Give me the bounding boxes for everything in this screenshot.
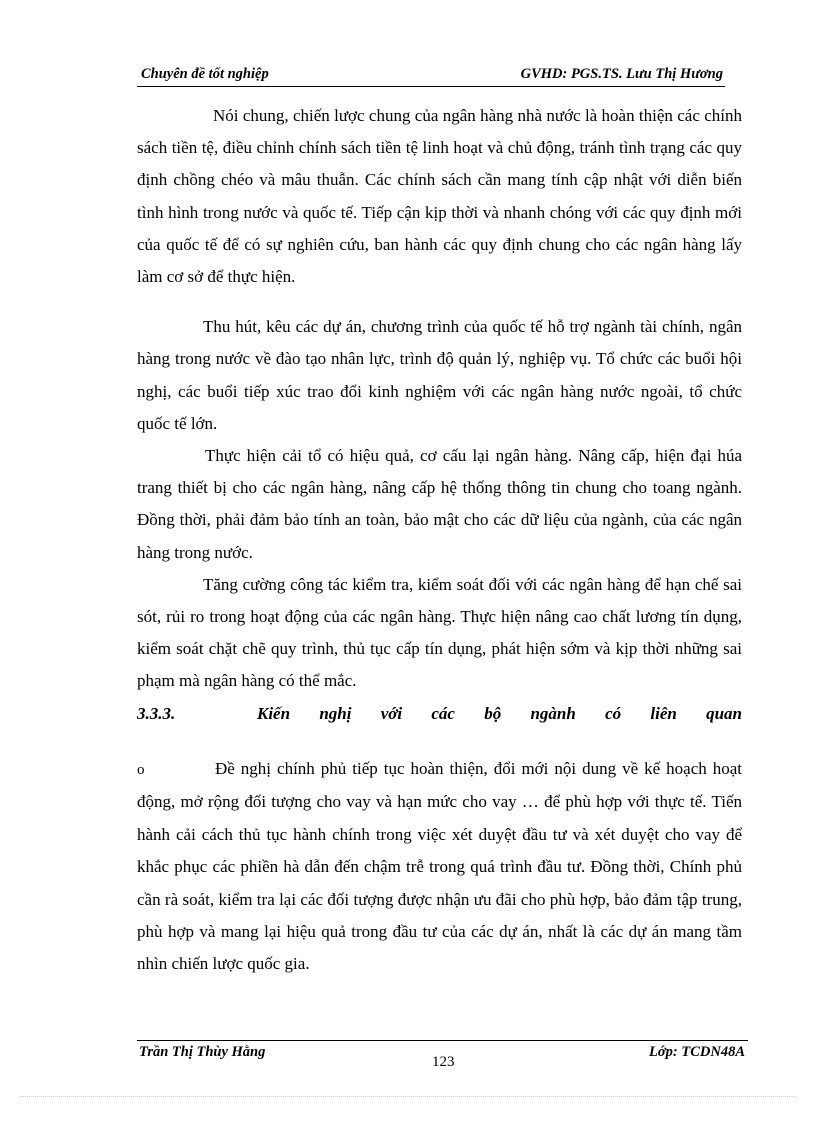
footer-author: Trần Thị Thùy Hằng bbox=[139, 1044, 266, 1060]
body-text bbox=[137, 100, 742, 698]
section-title-word: liên bbox=[650, 704, 677, 723]
bullet-marker: o bbox=[137, 762, 145, 778]
page-footer bbox=[137, 1044, 745, 1070]
page-border bbox=[20, 1096, 796, 1097]
section-title-word: quan bbox=[706, 704, 742, 723]
section-title-word: bộ bbox=[484, 704, 502, 723]
section-title-word: các bbox=[431, 704, 455, 723]
footer-class: Lớp: TCDN48A bbox=[649, 1044, 745, 1060]
section-title-word: Kiến bbox=[257, 704, 291, 723]
section-heading bbox=[137, 704, 742, 724]
bullet-paragraph bbox=[137, 753, 742, 981]
section-title-word: ngành bbox=[530, 704, 576, 723]
paragraph-1: Nói chung, chiến lược chung của ngân hàng nhà nước là hoàn thiện các chính sách tiền tệ, điều chỉnh chính sách tiền tệ linh hoạt và chủ động, tránh tình trạng các quy định chồng chéo và mâu thuẫn. Các chính sách cần mang tính cập nhật với diễn biến tình hình trong nước và quốc tế. Tiếp cận kịp thời và nhanh chóng với các quy định mới của quốc tế để có sự nghiên cứu, ban hành các quy định chung cho các ngân hàng lấy làm cơ sở để thực hiện. bbox=[137, 106, 742, 287]
page-header bbox=[137, 64, 725, 87]
section-title-word: nghị bbox=[319, 704, 352, 723]
header-title: Chuyên đề tốt nghiệp bbox=[141, 66, 269, 82]
paragraph-3: Thực hiện cải tổ có hiệu quả, cơ cấu lại ngân hàng. Nâng cấp, hiện đại húa trang thiết bị cho các ngân hàng, nâng cấp hệ thống thông tin chung cho toang ngành. Đồng thời, phải đảm bảo tính an toàn, bảo mật cho các dữ liệu của ngành, của các ngân hàng trong nước. bbox=[137, 446, 742, 562]
bullet-text: Đề nghị chính phủ tiếp tục hoàn thiện, đổi mới nội dung về kế hoạch hoạt động, mở rộng đối tượng cho vay và hạn mức cho vay … để phù hợp với thực tế. Tiến hành cải cách thủ tục hành chính trong việc xét duyệt đầu tư và xét duyệt cho vay để khắc phục các phiền hà dẫn đến chậm trễ trong quá trình đầu tư. Đồng thời, Chính phủ cần rà soát, kiểm tra lại các đối tượng được nhận ưu đãi cho phù hợp, bảo đảm tập trung, phù hợp và mang lại hiệu quả trong đầu tư của các dự án, nhất là các dự án mang tầm nhìn chiến lược quốc gia. bbox=[137, 759, 742, 974]
footer-divider bbox=[137, 1040, 748, 1041]
section-title-word: với bbox=[380, 704, 403, 723]
paragraph-2: Thu hút, kêu các dự án, chương trình của quốc tế hỗ trợ ngành tài chính, ngân hàng trong nước về đào tạo nhân lực, trình độ quản lý, nghiệp vụ. Tổ chức các buổi hội nghị, các buổi tiếp xúc trao đổi kinh nghiệm với các ngân hàng nước ngoài, tổ chức quốc tế lớn. bbox=[137, 317, 742, 433]
paragraph-4: Tăng cường công tác kiểm tra, kiểm soát đối với các ngân hàng để hạn chế sai sót, rủi ro trong hoạt động của các ngân hàng. Thực hiện nâng cao chất lương tín dụng, kiểm soát chặt chẽ quy trình, thủ tục cấp tín dụng, phát hiện sớm và kịp thời những sai phạm mà ngân hàng có thể mắc. bbox=[137, 574, 742, 691]
section-title-word: có bbox=[605, 704, 622, 723]
page-number: 123 bbox=[432, 1054, 455, 1070]
section-number: 3.3.3. bbox=[137, 704, 176, 723]
header-advisor: GVHD: PGS.TS. Lưu Thị Hương bbox=[520, 66, 723, 82]
section-title bbox=[257, 704, 742, 724]
